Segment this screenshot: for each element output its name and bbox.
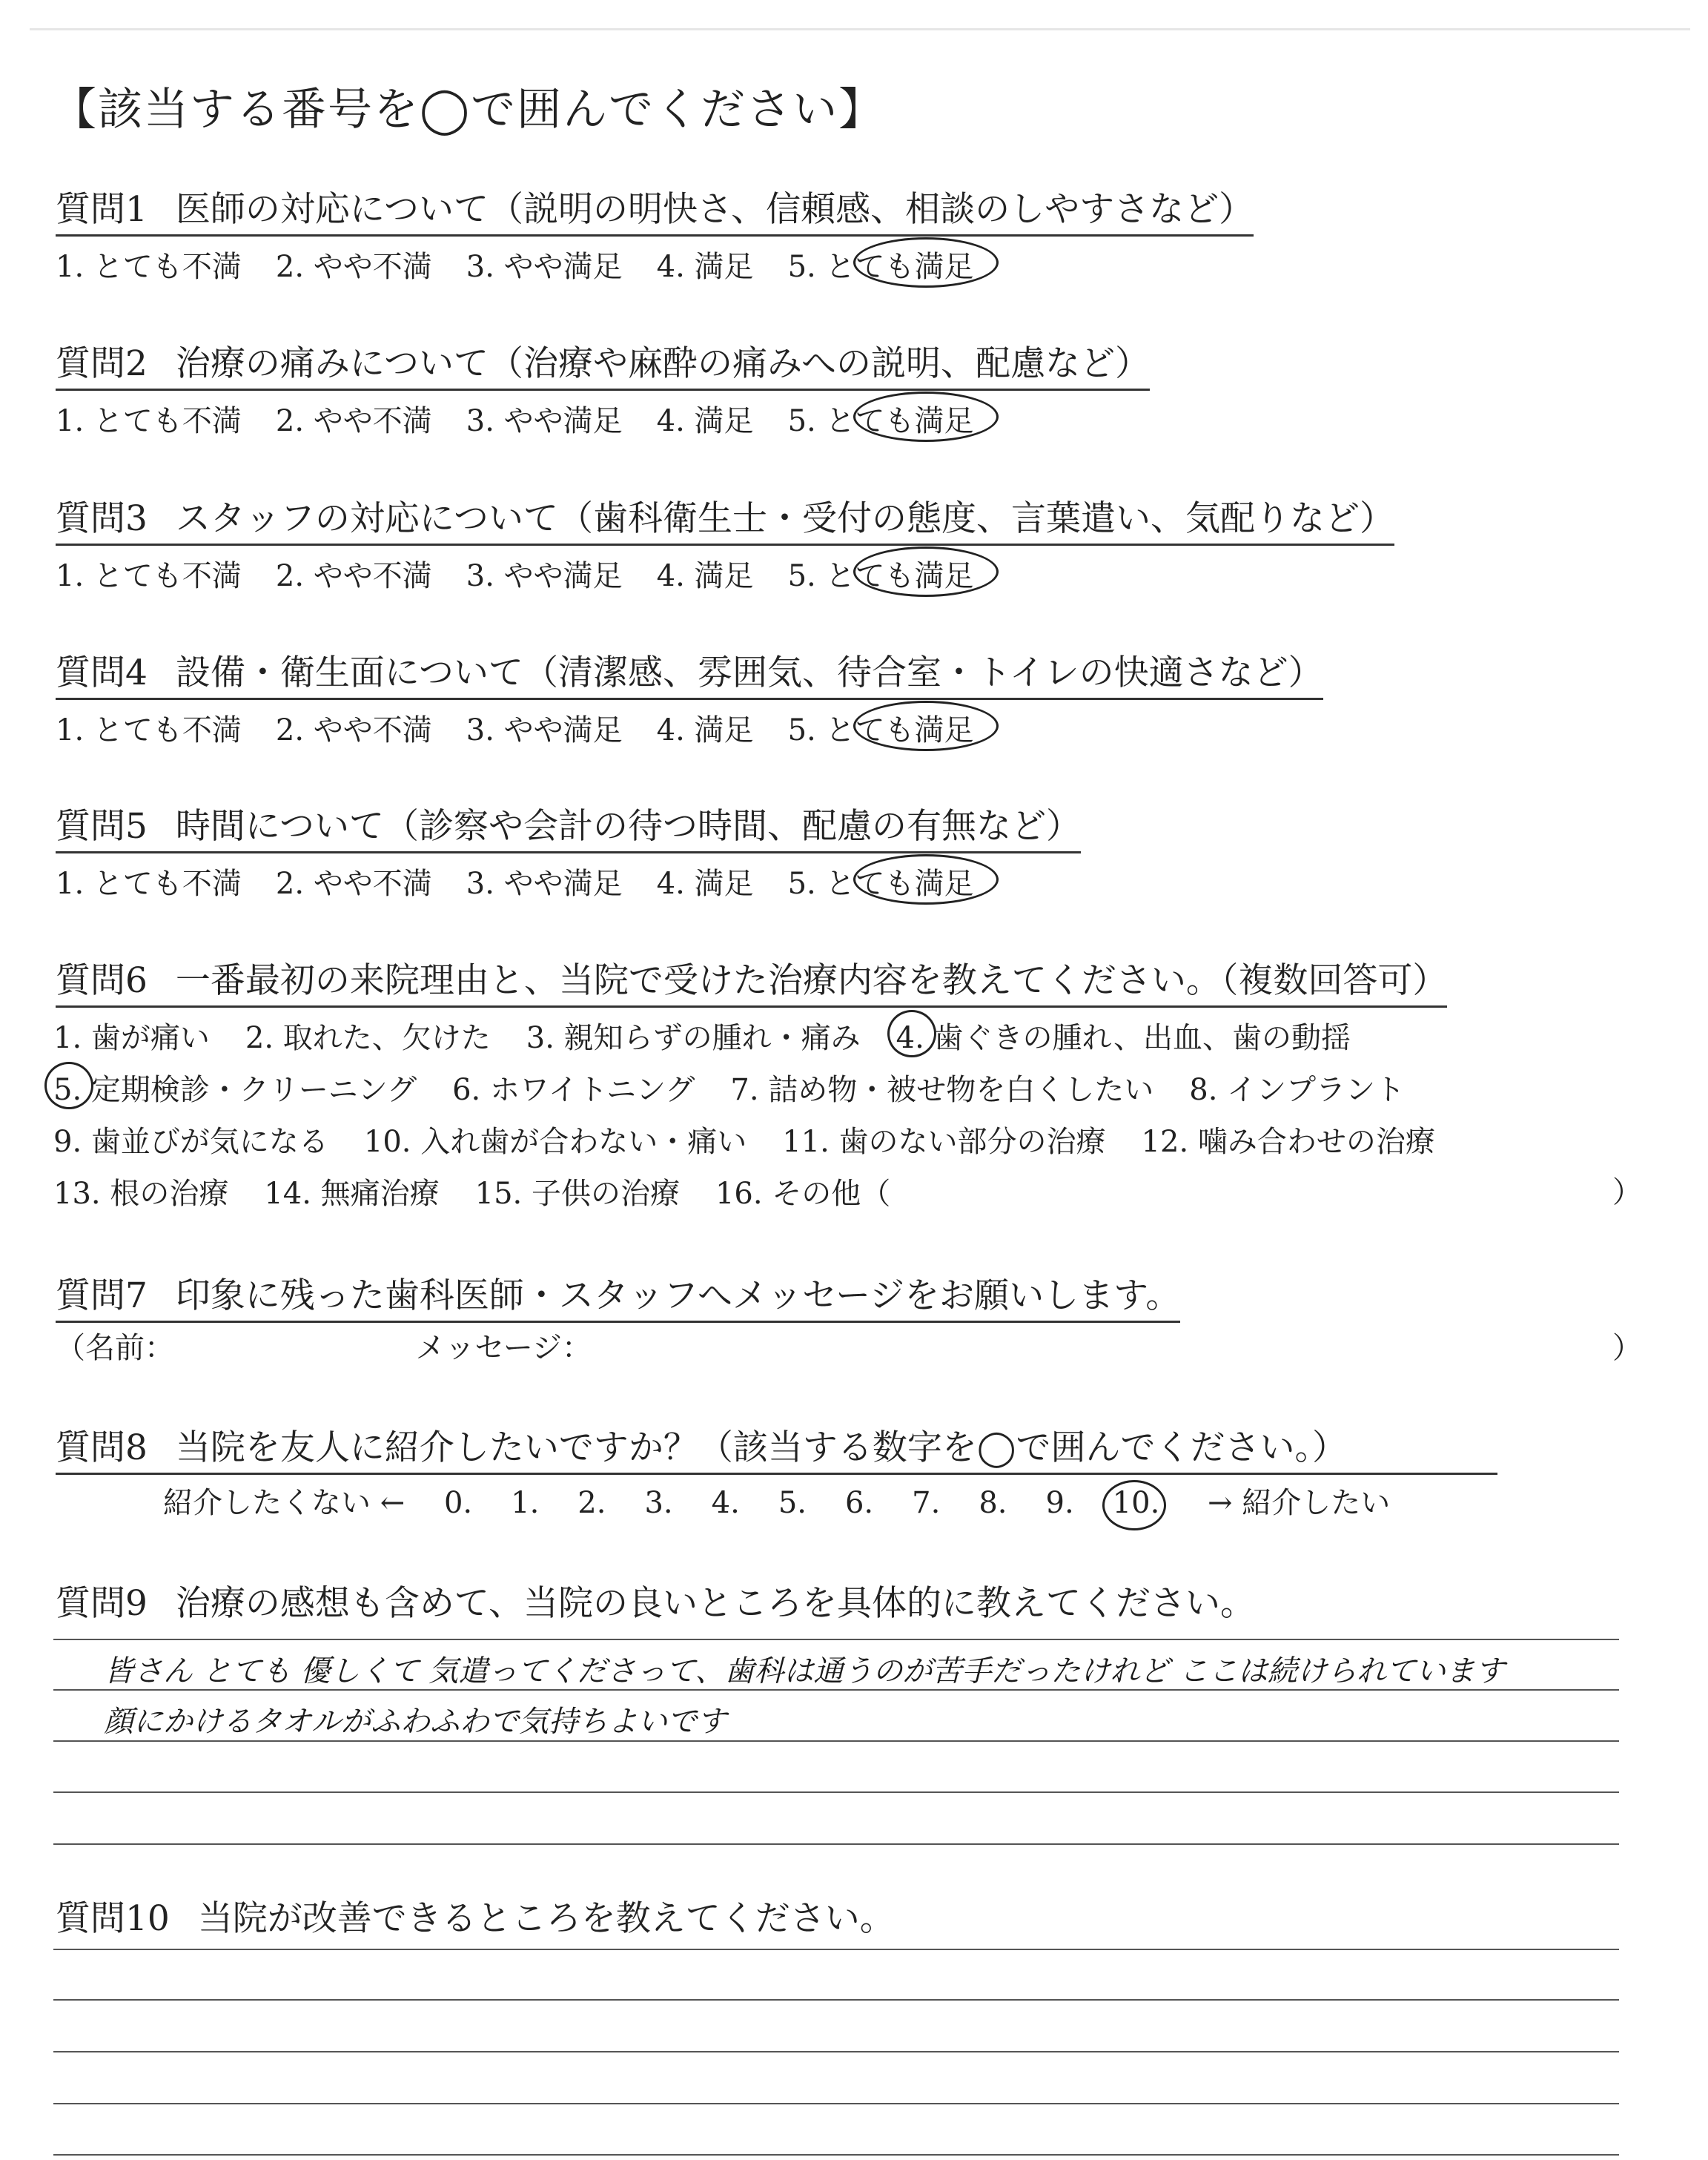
scale-right-label: → 紹介したい xyxy=(1208,1486,1391,1520)
answer-line xyxy=(53,1843,1619,1845)
treatment-option[interactable]: 11. 歯のない部分の治療 xyxy=(782,1125,1106,1159)
question-4-title xyxy=(56,645,1323,700)
rating-option[interactable]: 1. とても不満 xyxy=(56,250,242,284)
other-close-paren: ） xyxy=(1612,1175,1642,1209)
rating-option[interactable]: 4. 満足 xyxy=(656,404,754,438)
selection-circle xyxy=(853,854,999,905)
question-text: 設備・衛生面について（清潔感、雰囲気、待合室・トイレの快適さなど） xyxy=(175,653,1323,693)
question-text: 当院が改善できるところを教えてください。 xyxy=(197,1898,895,1939)
treatment-option[interactable]: 12. 噛み合わせの治療 xyxy=(1141,1125,1435,1159)
answer-line xyxy=(53,2051,1619,2052)
rating-option[interactable]: 5. とても満足 xyxy=(788,860,974,902)
answer-line xyxy=(53,1740,1619,1742)
selection-circle xyxy=(853,701,999,751)
answer-line xyxy=(53,1791,1619,1793)
rating-option[interactable]: 2. やや不満 xyxy=(275,867,432,901)
answer-line xyxy=(53,2103,1619,2104)
recommend-option[interactable]: 8. xyxy=(979,1486,1007,1520)
question-9-title xyxy=(56,1576,1255,1628)
question-number: 質問1 xyxy=(56,189,148,230)
rating-option[interactable]: 4. 満足 xyxy=(656,713,754,747)
recommend-option[interactable]: 10. xyxy=(1113,1486,1160,1520)
question-5-title xyxy=(56,799,1081,853)
rating-option[interactable]: 2. やや不満 xyxy=(275,404,432,438)
recommend-option[interactable]: 2. xyxy=(577,1486,606,1520)
scale-left-label: 紹介したくない ← xyxy=(163,1486,406,1520)
question-7-title xyxy=(56,1268,1180,1323)
treatment-option[interactable]: 15. 子供の治療 xyxy=(474,1177,680,1211)
question-2-options xyxy=(56,397,1007,440)
name-label: （名前： xyxy=(56,1331,174,1365)
option-row xyxy=(53,1014,1471,1066)
question-7-fields xyxy=(56,1324,592,1367)
question-2-title xyxy=(56,336,1150,391)
rating-option[interactable]: 1. とても不満 xyxy=(56,713,242,747)
question-6-options xyxy=(53,1014,1471,1222)
rating-option[interactable]: 4. 満足 xyxy=(656,250,754,284)
option-row xyxy=(53,1118,1471,1170)
rating-option[interactable]: 1. とても不満 xyxy=(56,559,242,593)
treatment-option[interactable]: 3. 親知らずの腫れ・痛み xyxy=(526,1021,861,1055)
question-text: 時間について（診察や会計の待つ時間、配慮の有無など） xyxy=(175,806,1081,847)
treatment-option[interactable]: 1. 歯が痛い xyxy=(53,1021,210,1055)
recommend-option[interactable]: 3. xyxy=(644,1486,673,1520)
treatment-option[interactable]: 10. 入れ歯が合わない・痛い xyxy=(363,1125,747,1159)
question-number: 質問5 xyxy=(56,806,148,847)
question-number: 質問9 xyxy=(56,1583,148,1624)
question-3-title xyxy=(56,491,1394,546)
treatment-option[interactable]: 4. 歯ぐきの腫れ、出血、歯の動揺 xyxy=(896,1014,1351,1057)
selection-circle xyxy=(887,1010,936,1057)
recommend-option[interactable]: 9. xyxy=(1045,1486,1074,1520)
question-number: 質問3 xyxy=(56,498,148,539)
treatment-option[interactable]: 5. 定期検診・クリーニング xyxy=(53,1066,417,1109)
rating-option[interactable]: 3. やや満足 xyxy=(466,404,623,438)
recommend-option[interactable]: 1. xyxy=(511,1486,540,1520)
question-1-title xyxy=(56,182,1254,237)
question-number: 質問8 xyxy=(56,1427,148,1468)
selection-circle xyxy=(1102,1480,1166,1530)
treatment-option[interactable]: 6. ホワイトニング xyxy=(452,1073,695,1107)
question-text: 治療の痛みについて（治療や麻酔の痛みへの説明、配慮など） xyxy=(175,343,1151,384)
rating-option[interactable]: 5. とても満足 xyxy=(788,397,974,440)
question-number: 質問2 xyxy=(56,343,148,384)
treatment-option[interactable]: 8. インプラント xyxy=(1189,1073,1406,1107)
recommend-option[interactable]: 6. xyxy=(844,1486,874,1520)
answer-line xyxy=(53,1949,1619,1950)
question-text: 一番最初の来院理由と、当院で受けた治療内容を教えてください。（複数回答可） xyxy=(175,960,1448,1001)
answer-line xyxy=(53,2154,1619,2156)
message-close-paren: ） xyxy=(1612,1331,1642,1365)
treatment-option[interactable]: 9. 歯並びが気になる xyxy=(53,1125,328,1159)
question-text: スタッフの対応について（歯科衛生士・受付の態度、言葉遣い、気配りなど） xyxy=(175,498,1394,539)
rating-option[interactable]: 2. やや不満 xyxy=(275,250,432,284)
question-number: 質問4 xyxy=(56,653,148,693)
rating-option[interactable]: 4. 満足 xyxy=(656,559,754,593)
option-row xyxy=(53,1170,1471,1222)
question-5-options xyxy=(56,860,1007,902)
treatment-option[interactable]: 7. 詰め物・被せ物を白くしたい xyxy=(730,1073,1154,1107)
recommend-option[interactable]: 7. xyxy=(912,1486,941,1520)
selection-circle xyxy=(853,546,999,597)
question-6-title xyxy=(56,953,1447,1008)
rating-option[interactable]: 3. やや満足 xyxy=(466,713,623,747)
treatment-option[interactable]: 2. 取れた、欠けた xyxy=(245,1021,491,1055)
question-10-title xyxy=(56,1891,895,1943)
recommend-option[interactable]: 0. xyxy=(443,1486,473,1520)
rating-option[interactable]: 2. やや不満 xyxy=(275,559,432,593)
question-text: 当院を友人に紹介したいですか？（該当する数字を◯で囲んでください。） xyxy=(175,1427,1348,1468)
handwritten-answer-line-2: 顔にかけるタオルがふわふわで気持ちよいです xyxy=(104,1705,726,1739)
question-3-options xyxy=(56,552,1007,595)
question-text: 治療の感想も含めて、当院の良いところを具体的に教えてください。 xyxy=(175,1583,1255,1624)
message-label: メッセージ： xyxy=(415,1331,592,1365)
rating-option[interactable]: 2. やや不満 xyxy=(275,713,432,747)
treatment-option[interactable]: 13. 根の治療 xyxy=(53,1177,229,1211)
rating-option[interactable]: 5. とても満足 xyxy=(788,243,974,285)
answer-line xyxy=(53,1639,1619,1640)
question-text: 印象に残った歯科医師・スタッフへメッセージをお願いします。 xyxy=(175,1275,1181,1316)
handwritten-answer-line-1: 皆さん とても 優しくて 気遣ってくださって、歯科は通うのが苦手だったけれど ここは続けられています xyxy=(104,1654,1506,1688)
treatment-option[interactable]: 14. 無痛治療 xyxy=(264,1177,440,1211)
question-1-options xyxy=(56,243,1007,285)
treatment-option[interactable]: 16. その他（ xyxy=(715,1177,891,1211)
rating-option[interactable]: 3. やや満足 xyxy=(466,867,623,901)
rating-option[interactable]: 5. とても満足 xyxy=(788,552,974,595)
question-number: 質問10 xyxy=(56,1898,170,1939)
option-row xyxy=(53,1066,1471,1118)
question-4-options xyxy=(56,707,1007,749)
recommend-option[interactable]: 5. xyxy=(778,1486,807,1520)
rating-option[interactable]: 5. とても満足 xyxy=(788,707,974,749)
rating-option[interactable]: 4. 満足 xyxy=(656,867,754,901)
selection-circle xyxy=(853,392,999,442)
question-8-scale xyxy=(163,1479,1390,1522)
selection-circle xyxy=(44,1062,93,1109)
recommend-option[interactable]: 4. xyxy=(711,1486,740,1520)
rating-option[interactable]: 1. とても不満 xyxy=(56,404,242,438)
selection-circle xyxy=(853,237,999,288)
page-title: 【該当する番号を◯で囲んでください】 xyxy=(52,84,885,136)
rating-option[interactable]: 3. やや満足 xyxy=(466,250,623,284)
answer-line xyxy=(53,1689,1619,1691)
question-number: 質問7 xyxy=(56,1275,148,1316)
answer-line xyxy=(53,1999,1619,2001)
scan-top-edge xyxy=(30,28,1690,30)
question-8-title xyxy=(56,1420,1497,1475)
question-number: 質問6 xyxy=(56,960,148,1001)
question-text: 医師の対応について（説明の明快さ、信頼感、相談のしやすさなど） xyxy=(175,189,1254,230)
rating-option[interactable]: 3. やや満足 xyxy=(466,559,623,593)
rating-option[interactable]: 1. とても不満 xyxy=(56,867,242,901)
